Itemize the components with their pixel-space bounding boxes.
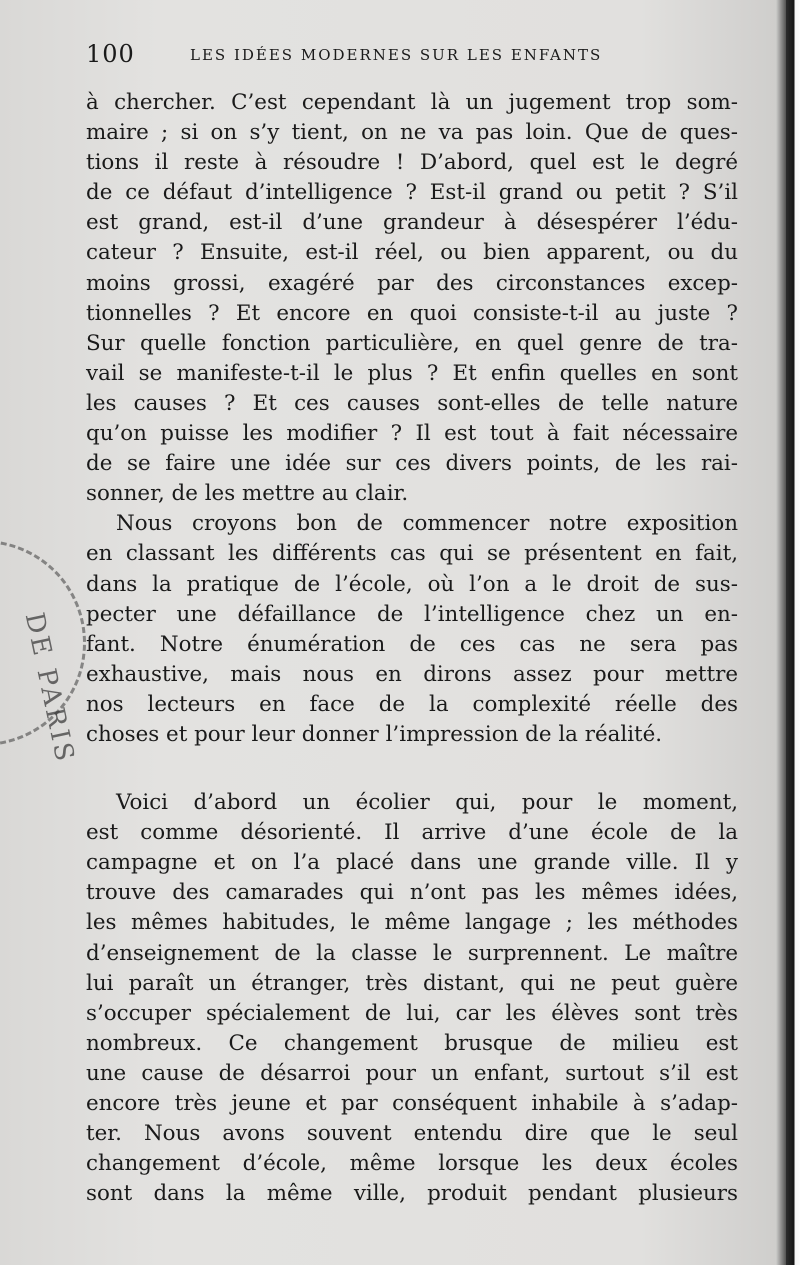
text-line: choses et pour leur donner l’impression de la réalité.: [86, 721, 663, 747]
body-text: [86, 88, 738, 1209]
text-line: pecter une défaillance de l’intelligence chez un en-: [86, 601, 738, 627]
text-line: de se faire une idée sur ces divers points, de les rai-: [86, 451, 738, 477]
text-line: sonner, de les mettre au clair.: [86, 481, 409, 507]
paragraph-3: [86, 788, 738, 1209]
text-line: les causes ? Et ces causes sont-elles de telle nature: [86, 390, 738, 416]
text-line: vail se manifeste-t-il le plus ? Et enfin quelles en sont: [86, 360, 738, 386]
text-line: s’occuper spécialement de lui, car les élèves sont très: [86, 1000, 738, 1026]
paragraph-1: [86, 88, 738, 509]
text-line: exhaustive, mais nous en dirons assez pour mettre: [86, 661, 738, 687]
text-line: est grand, est-il d’une grandeur à désespérer l’édu-: [86, 210, 738, 236]
paragraph-gap: [86, 750, 738, 788]
paragraph-2: [86, 509, 738, 750]
text-line: fant. Notre énumération de ces cas ne sera pas: [86, 631, 738, 657]
running-title: LES IDÉES MODERNES SUR LES ENFANTS: [190, 46, 603, 64]
text-line: d’enseignement de la classe le surprennent. Le maître: [86, 940, 738, 966]
stamp-text: DE PARIS: [18, 610, 80, 767]
text-line: en classant les différents cas qui se présentent en fait,: [86, 541, 738, 567]
text-line: nombreux. Ce changement brusque de milieu est: [86, 1030, 738, 1056]
text-line: dans la pratique de l’école, où l’on a le droit de sus-: [86, 571, 738, 597]
text-line: changement d’école, même lorsque les deux écoles: [86, 1151, 738, 1177]
page-number: 100: [86, 40, 135, 68]
text-line: moins grossi, exagéré par des circonstances excep-: [86, 270, 738, 296]
text-line: trouve des camarades qui n’ont pas les mêmes idées,: [86, 880, 738, 906]
text-line: campagne et on l’a placé dans une grande ville. Il y: [86, 850, 738, 876]
text-line: encore très jeune et par conséquent inhabile à s’adap-: [86, 1091, 738, 1116]
text-line: cateur ? Ensuite, est-il réel, ou bien apparent, ou du: [86, 240, 738, 266]
text-line: lui paraît un étranger, très distant, qui ne peut guère: [86, 970, 738, 996]
text-line: à chercher. C’est cependant là un jugement trop som-: [86, 90, 738, 115]
text-line: tions il reste à résoudre ! D’abord, quel est le degré: [86, 150, 738, 176]
text-line: maire ; si on s’y tient, on ne va pas loin. Que de ques-: [86, 120, 738, 146]
text-line: ter. Nous avons souvent entendu dire que le seul: [86, 1121, 738, 1147]
text-line: Voici d’abord un écolier qui, pour le moment,: [116, 790, 738, 816]
text-line: nos lecteurs en face de la complexité réelle des: [86, 691, 738, 717]
text-line: Nous croyons bon de commencer notre exposition: [116, 511, 738, 537]
text-line: qu’on puisse les modifier ? Il est tout à fait nécessaire: [86, 421, 738, 447]
text-line: est comme désorienté. Il arrive d’une école de la: [86, 820, 738, 846]
text-line: une cause de désarroi pour un enfant, surtout s’il est: [86, 1060, 738, 1086]
library-stamp: [0, 520, 90, 780]
text-line: Sur quelle fonction particulière, en quel genre de tra-: [86, 330, 738, 356]
page-header: [86, 40, 746, 74]
text-line: de ce défaut d’intelligence ? Est-il grand ou petit ? S’il: [86, 180, 738, 206]
text-line: les mêmes habitudes, le même langage ; les méthodes: [86, 910, 738, 936]
page-binding-edge: [786, 0, 800, 1265]
text-line: sont dans la même ville, produit pendant plusieurs: [86, 1181, 738, 1207]
text-line: tionnelles ? Et encore en quoi consiste-t-il au juste ?: [86, 300, 738, 326]
